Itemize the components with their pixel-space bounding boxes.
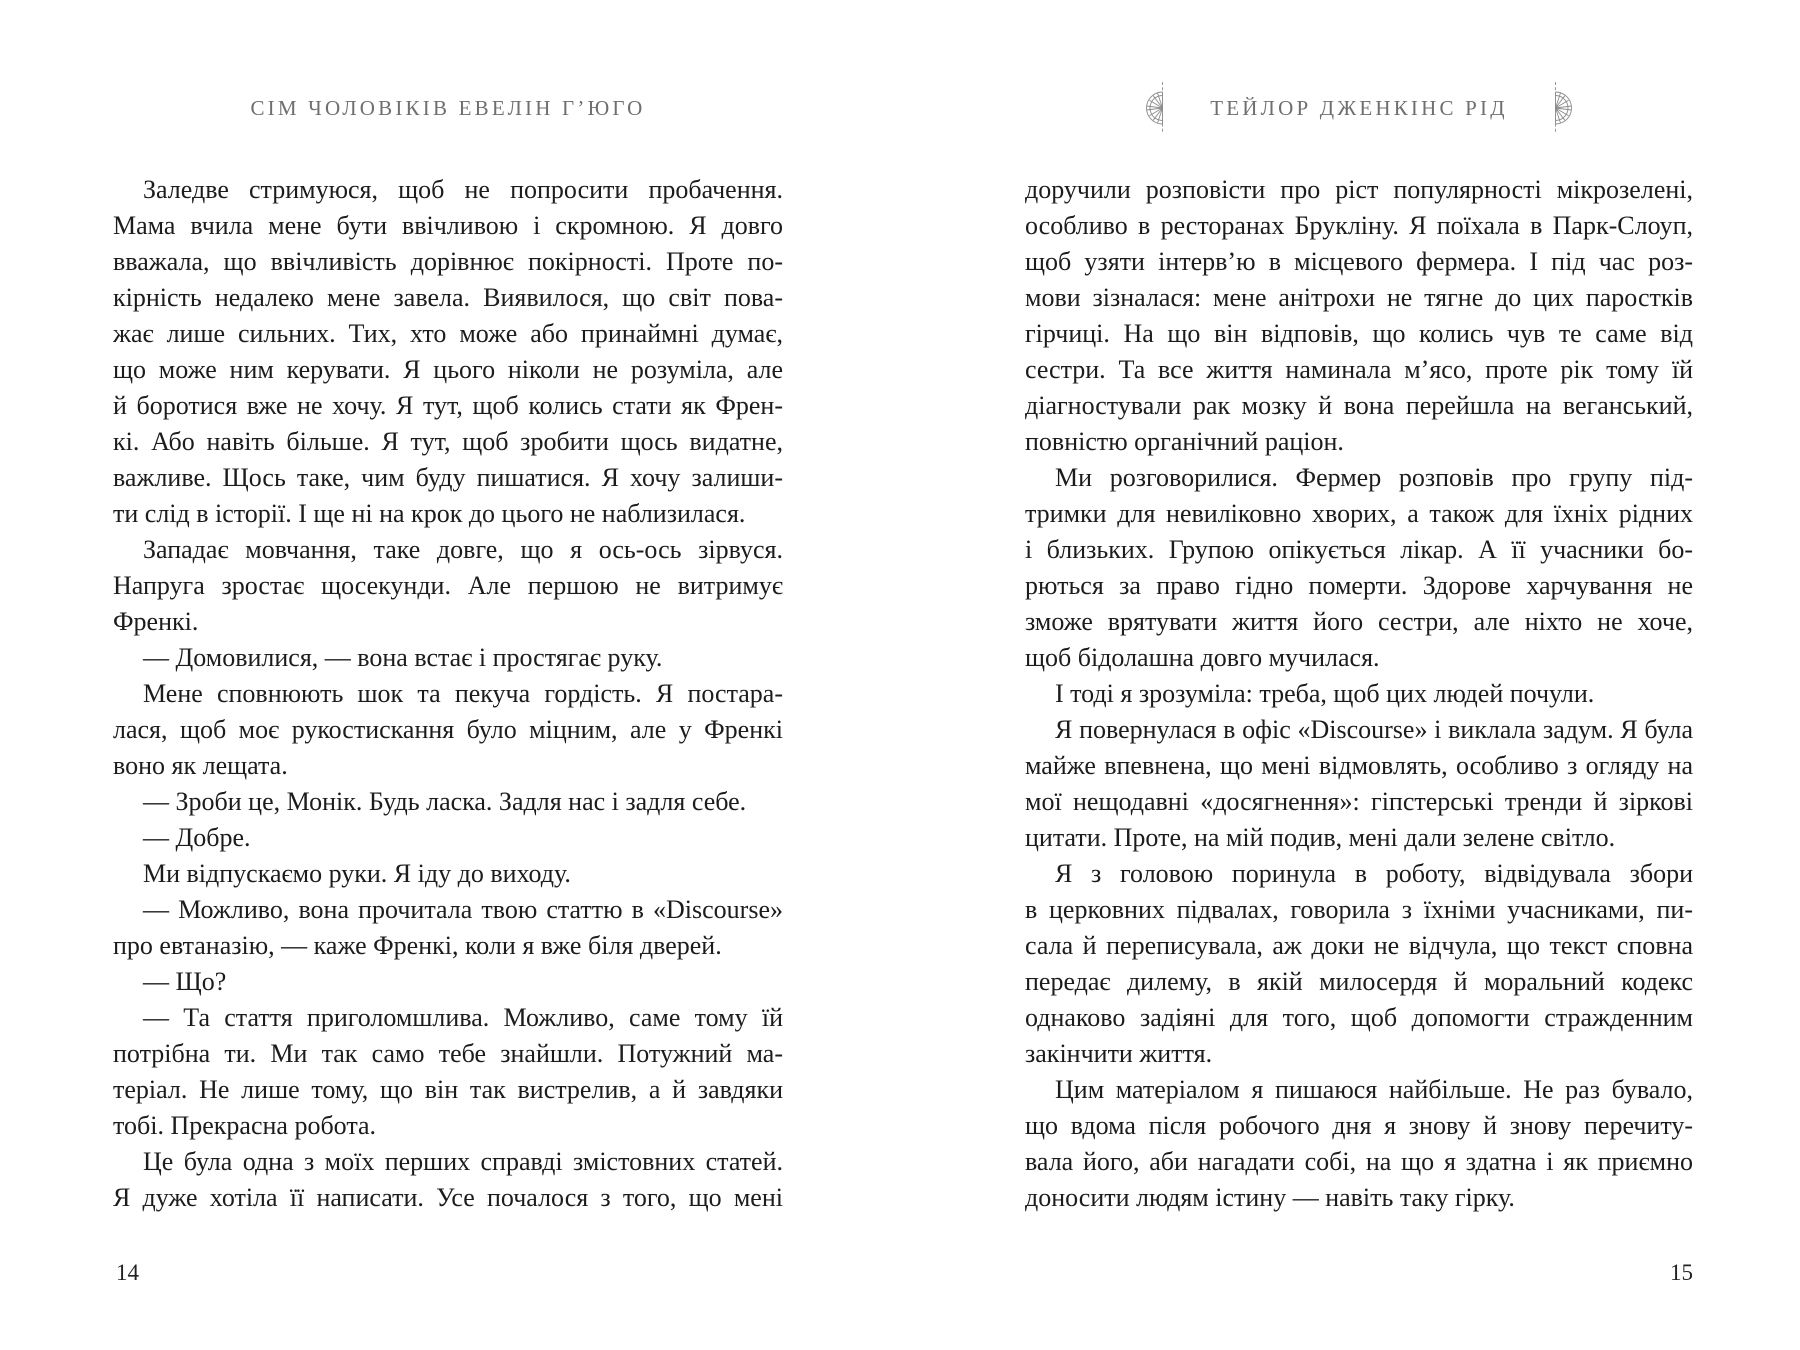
paragraph xyxy=(1025,676,1693,712)
paragraph xyxy=(113,172,783,532)
text-line: зможе врятувати життя його сестри, але ніхто не хоче, xyxy=(1025,607,1693,636)
text-line: кі. Або навіть більше. Я тут, щоб зробити щось видатне, xyxy=(113,427,783,456)
left-header-title: СІМ ЧОЛОВІКІВ ЕВЕЛІН Г’ЮГО xyxy=(250,95,646,120)
right-header-title: ТЕЙЛОР ДЖЕНКІНС РІД xyxy=(1210,95,1508,120)
text-line: потрібна ти. Ми так само тебе знайшли. Потужний ма- xyxy=(113,1039,783,1068)
text-line: Я дуже хотіла її написати. Усе почалося з того, що мені xyxy=(113,1183,783,1212)
text-line: — Домовилися, — вона встає і простягає руку. xyxy=(143,643,663,672)
text-line: закінчити життя. xyxy=(1025,1039,1213,1068)
text-line: рються за право гідно померти. Здорове харчування не xyxy=(1025,571,1693,600)
text-line: мої нещодавні «досягнення»: гіпстерські тренди й зіркові xyxy=(1025,787,1693,816)
text-line: особливо в ресторанах Брукліну. Я поїхала в Парк-Слоуп, xyxy=(1025,211,1693,240)
text-line: — Зроби це, Монік. Будь ласка. Задля нас і задля себе. xyxy=(143,787,747,816)
page-left xyxy=(113,0,783,1350)
text-line: вважала, що ввічливість дорівнює покірності. Проте по- xyxy=(113,247,783,276)
text-line: сала й переписувала, аж доки не відчула, що текст сповна xyxy=(1025,931,1693,960)
text-line: повністю органічний раціон. xyxy=(1025,427,1344,456)
text-line: Заледве стримуюся, щоб не попросити пробачення. xyxy=(143,175,783,204)
text-line: тобі. Прекрасна робота. xyxy=(113,1111,377,1140)
paragraph xyxy=(113,676,783,784)
left-page-number: 14 xyxy=(116,1260,139,1285)
paragraph xyxy=(113,856,783,892)
text-line: жає лише сильних. Тих, хто може або принаймні думає, xyxy=(113,319,783,348)
text-line: майже впевнена, що мені відмовлять, особливо з огляду на xyxy=(1025,751,1693,780)
right-running-header xyxy=(1025,80,1693,136)
text-line: — Та стаття приголомшлива. Можливо, саме тому їй xyxy=(143,1003,783,1032)
text-line: мови зізналася: мене анітрохи не тягне до цих паростків xyxy=(1025,283,1693,312)
right-page-number: 15 xyxy=(1670,1260,1693,1285)
text-line: й боротися вже не хочу. Я тут, щоб колись стати як Френ- xyxy=(113,391,783,420)
text-line: — Добре. xyxy=(143,823,251,852)
text-line: гірчиці. На що він відповів, що колись чув те саме від xyxy=(1025,319,1693,348)
text-line: доносити людям істину — навіть таку гірку. xyxy=(1025,1183,1515,1212)
left-running-header xyxy=(113,80,783,136)
text-line: лася, щоб моє рукостискання було міцним, але у Френкі xyxy=(113,715,783,744)
text-line: передає дилему, в якій милосердя й моральний кодекс xyxy=(1025,967,1693,996)
text-line: діагностували рак мозку й вона перейшла на веганський, xyxy=(1025,391,1693,420)
text-line: Ми відпускаємо руки. Я іду до виходу. xyxy=(143,859,571,888)
paragraph xyxy=(113,1000,783,1144)
text-line: Френкі. xyxy=(113,607,199,636)
text-line: Западає мовчання, таке довге, що я ось-ось зірвуся. xyxy=(143,535,783,564)
text-line: і близьких. Групою опікується лікар. А її учасники бо- xyxy=(1025,535,1693,564)
text-line: воно як лещата. xyxy=(113,751,288,780)
fan-ornament-left-icon xyxy=(1146,81,1164,135)
text-line: Я з головою поринула в роботу, відвідувала збори xyxy=(1055,859,1693,888)
text-line: тримки для невиліковно хворих, а також для їхніх рідних xyxy=(1025,499,1693,528)
text-line: Напруга зростає щосекунди. Але першою не витримує xyxy=(113,571,783,600)
text-line: теріал. Не лише тому, що він так вистрелив, а й завдяки xyxy=(113,1075,783,1104)
text-line: щоб бідолашна довго мучилася. xyxy=(1025,643,1380,672)
paragraph xyxy=(113,1144,783,1216)
paragraph xyxy=(1025,1072,1693,1216)
paragraph xyxy=(1025,172,1693,460)
text-line: сестри. Та все життя наминала м’ясо, проте рік тому їй xyxy=(1025,355,1693,384)
text-line: вала його, аби нагадати собі, на що я здатна і як приємно xyxy=(1025,1147,1693,1176)
paragraph xyxy=(1025,712,1693,856)
paragraph xyxy=(113,640,783,676)
text-line: цитати. Проте, на мій подив, мені дали зелене світло. xyxy=(1025,823,1616,852)
text-line: Мене сповнюють шок та пекуча гордість. Я постара- xyxy=(143,679,783,708)
text-line: Це була одна з моїх перших справді змістовних статей. xyxy=(143,1147,783,1176)
text-line: важливе. Щось таке, чим буду пишатися. Я хочу залиши- xyxy=(113,463,783,492)
text-line: — Можливо, вона прочитала твою статтю в «Discourse» xyxy=(143,895,783,924)
text-line: в церковних підвалах, говорила з їхніми учасниками, пи- xyxy=(1025,895,1693,924)
paragraph xyxy=(1025,460,1693,676)
text-line: І тоді я зрозуміла: треба, щоб цих людей почули. xyxy=(1055,679,1595,708)
text-line: кірність недалеко мене завела. Виявилося, що світ пова- xyxy=(113,283,783,312)
paragraph xyxy=(113,964,783,1000)
text-line: що вдома після робочого дня я знову й знову перечиту- xyxy=(1025,1111,1693,1140)
text-line: Я повернулася в офіс «Discourse» і виклала задум. Я була xyxy=(1055,715,1693,744)
right-page-body xyxy=(1025,172,1693,1216)
text-line: однаково задіяні для того, щоб допомогти стражденним xyxy=(1025,1003,1693,1032)
page-right xyxy=(1025,0,1693,1350)
text-line: що може ним керувати. Я цього ніколи не розуміла, але xyxy=(113,355,783,384)
text-line: — Що? xyxy=(143,967,227,996)
paragraph xyxy=(113,784,783,820)
text-line: щоб узяти інтерв’ю в місцевого фермера. І під час роз- xyxy=(1025,247,1693,276)
left-page-body xyxy=(113,172,783,1216)
paragraph xyxy=(113,820,783,856)
fan-ornament-right-icon xyxy=(1554,81,1572,135)
text-line: доручили розповісти про ріст популярності мікрозелені, xyxy=(1025,175,1693,204)
text-line: Мама вчила мене бути ввічливою і скромною. Я довго xyxy=(113,211,783,240)
text-line: Цим матеріалом я пишаюся найбільше. Не раз бувало, xyxy=(1055,1075,1693,1104)
paragraph xyxy=(113,892,783,964)
paragraph xyxy=(1025,856,1693,1072)
paragraph xyxy=(113,532,783,640)
text-line: про евтаназію, — каже Френкі, коли я вже біля дверей. xyxy=(113,931,722,960)
text-line: Ми розговорилися. Фермер розповів про групу під- xyxy=(1055,463,1693,492)
text-line: ти слід в історії. І ще ні на крок до цього не наблизилася. xyxy=(113,499,746,528)
